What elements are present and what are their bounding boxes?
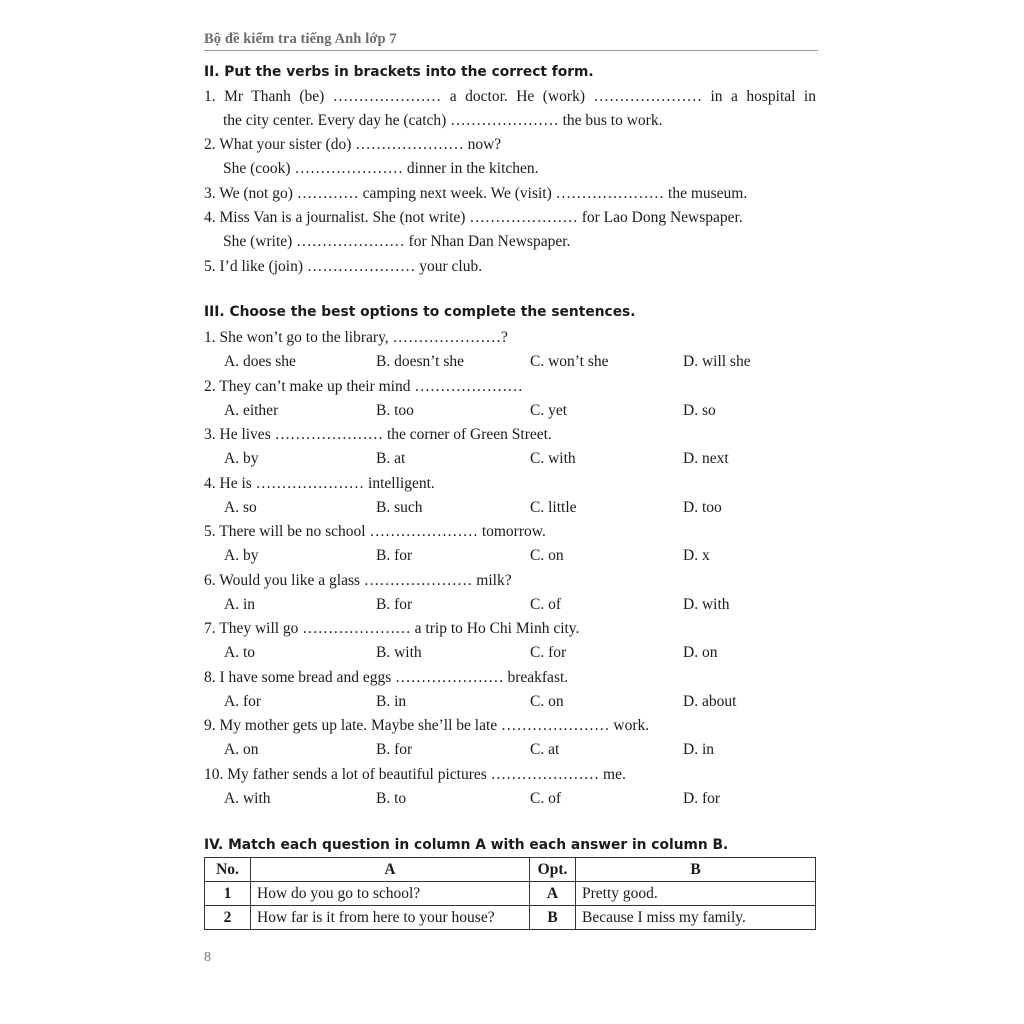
cell-answer: Because I miss my family. — [576, 906, 816, 930]
section-4-heading: IV. Match each question in column A with each answer in column B. — [204, 837, 729, 853]
question-5-option-d: D. x — [683, 547, 710, 564]
question-6-option-a: A. in — [224, 595, 255, 613]
section-2-heading: II. Put the verbs in brackets into the correct form. — [204, 64, 594, 80]
s2-line-3: 2. What your sister (do) ………………… now? — [204, 136, 502, 153]
s2-line-6: 4. Miss Van is a journalist. She (not write) ………………… for Lao Dong Newspaper. — [204, 209, 743, 226]
cell-opt: B — [530, 906, 576, 930]
question-8-option-d: D. about — [683, 692, 737, 710]
column-header-b: B — [576, 858, 816, 882]
question-4-option-b: B. such — [376, 498, 423, 516]
cell-question: How far is it from here to your house? — [251, 906, 530, 930]
s2-line-7: She (write) ………………… for Nhan Dan Newspaper. — [223, 233, 571, 250]
cell-answer: Pretty good. — [576, 882, 816, 906]
question-3-option-c: C. with — [530, 450, 576, 467]
table-header-row — [205, 858, 816, 882]
s2-line-5: 3. We (not go) ………… camping next week. We (visit) ………………… the museum. — [204, 185, 748, 202]
question-3-option-a: A. by — [224, 450, 259, 467]
question-7-option-d: D. on — [683, 644, 718, 661]
matching-table — [204, 857, 816, 930]
question-5: 5. There will be no school ………………… tomorrow. — [204, 523, 546, 540]
question-1-option-c: C. won’t she — [530, 353, 609, 370]
running-header: Bộ đề kiểm tra tiếng Anh lớp 7 — [204, 31, 397, 47]
question-1-option-d: D. will she — [683, 353, 751, 370]
column-header-a: A — [251, 858, 530, 882]
question-4-option-a: A. so — [224, 498, 257, 516]
question-9-option-c: C. at — [530, 741, 560, 758]
cell-no: 1 — [205, 882, 251, 906]
question-7-option-a: A. to — [224, 644, 255, 661]
question-1: 1. She won’t go to the library, …………………? — [204, 329, 508, 346]
question-5-option-a: A. by — [224, 547, 259, 564]
column-header-no: No. — [205, 858, 251, 882]
question-2-option-b: B. too — [376, 401, 414, 419]
question-7: 7. They will go ………………… a trip to Ho Chi Minh city. — [204, 620, 580, 637]
s2-line-2: the city center. Every day he (catch) ………………… the bus to work. — [223, 112, 663, 129]
question-10: 10. My father sends a lot of beautiful pictures ………………… me. — [204, 765, 626, 783]
question-6-option-c: C. of — [530, 595, 561, 613]
question-4: 4. He is ………………… intelligent. — [204, 474, 435, 492]
question-8: 8. I have some bread and eggs ………………… breakfast. — [204, 668, 569, 686]
column-header-opt: Opt. — [530, 858, 576, 882]
question-5-option-b: B. for — [376, 547, 413, 564]
question-7-option-c: C. for — [530, 644, 567, 661]
question-2-option-c: C. yet — [530, 401, 568, 419]
question-9-option-b: B. for — [376, 741, 413, 758]
question-8-option-a: A. for — [224, 692, 262, 710]
table-row — [205, 906, 816, 930]
s2-line-8: 5. I’d like (join) ………………… your club. — [204, 258, 483, 275]
section-3-heading: III. Choose the best options to complete the sentences. — [204, 304, 636, 320]
cell-question: How do you go to school? — [251, 882, 530, 906]
question-1-option-a: A. does she — [224, 353, 296, 370]
question-2: 2. They can’t make up their mind ………………… — [204, 377, 523, 395]
question-2-option-d: D. so — [683, 401, 716, 419]
question-4-option-c: C. little — [530, 498, 577, 516]
question-7-option-b: B. with — [376, 644, 422, 661]
question-1-option-b: B. doesn’t she — [376, 353, 464, 370]
header-divider — [204, 50, 818, 51]
cell-no: 2 — [205, 906, 251, 930]
question-9-option-d: D. in — [683, 741, 714, 758]
question-3-option-b: B. at — [376, 450, 406, 467]
question-10-option-b: B. to — [376, 789, 407, 807]
question-8-option-c: C. on — [530, 692, 564, 710]
question-9-option-a: A. on — [224, 741, 259, 758]
question-6: 6. Would you like a glass ………………… milk? — [204, 571, 512, 589]
question-4-option-d: D. too — [683, 498, 722, 516]
question-5-option-c: C. on — [530, 547, 564, 564]
question-6-option-d: D. with — [683, 595, 730, 613]
question-10-option-d: D. for — [683, 789, 721, 807]
question-9: 9. My mother gets up late. Maybe she’ll be late ………………… work. — [204, 717, 650, 734]
question-3-option-d: D. next — [683, 450, 729, 467]
table-row — [205, 882, 816, 906]
question-3: 3. He lives ………………… the corner of Green Street. — [204, 426, 552, 443]
cell-opt: A — [530, 882, 576, 906]
question-8-option-b: B. in — [376, 692, 407, 710]
question-2-option-a: A. either — [224, 401, 279, 419]
s2-line-4: She (cook) ………………… dinner in the kitchen. — [223, 160, 539, 177]
question-10-option-a: A. with — [224, 789, 271, 807]
s2-line-1: 1. Mr Thanh (be) ………………… a doctor. He (work) ………………… in a hospital in — [204, 88, 816, 105]
page-number: 8 — [204, 950, 211, 965]
question-6-option-b: B. for — [376, 595, 413, 613]
question-10-option-c: C. of — [530, 789, 561, 807]
